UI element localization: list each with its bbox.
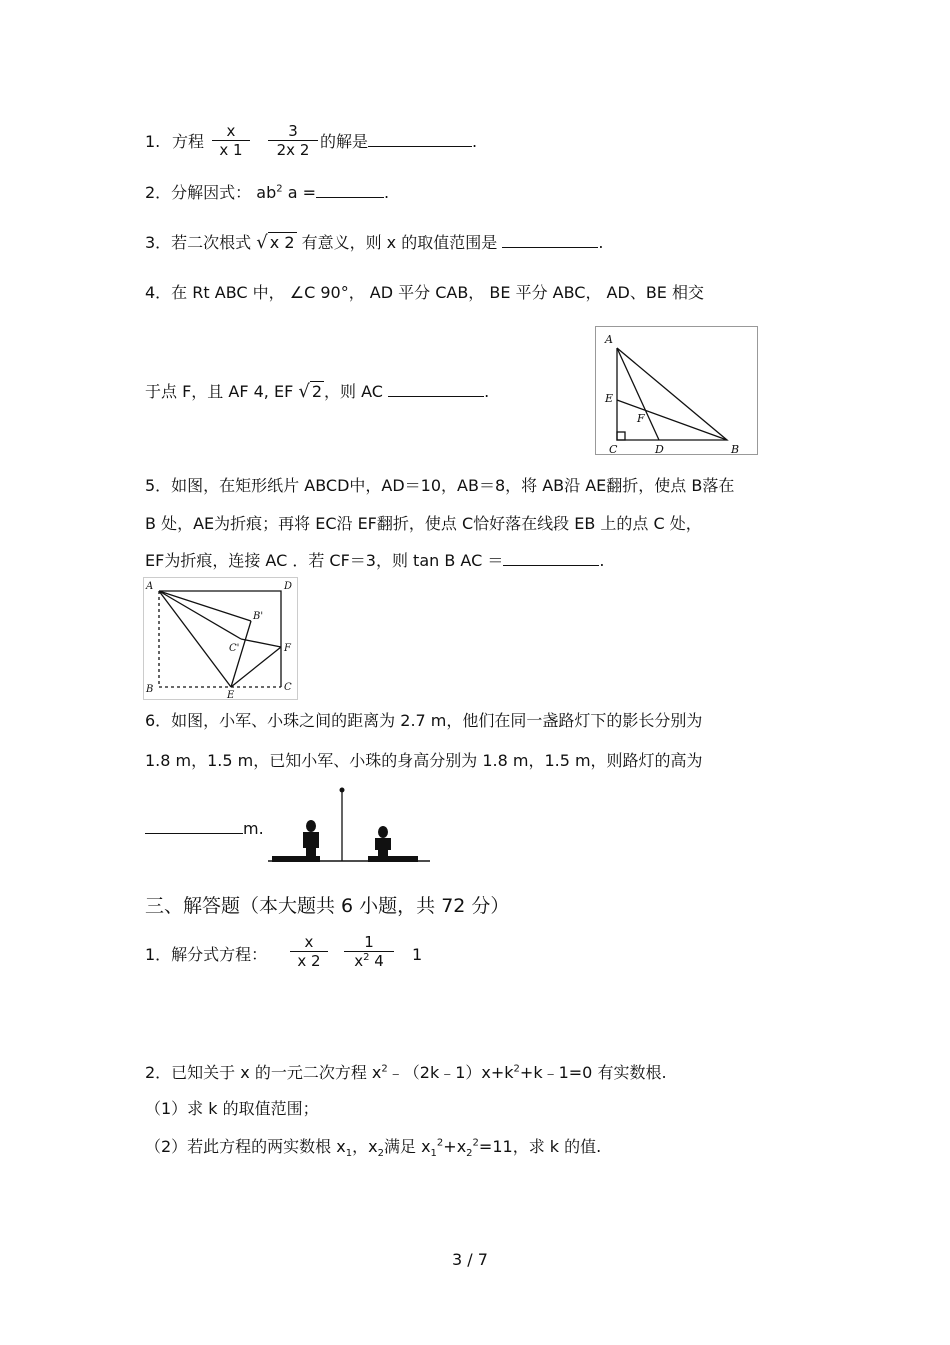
q5-line-3: EF为折痕，连接 AC ．若 CF＝3，则 tan B AC ＝ . bbox=[145, 551, 605, 570]
q3-answer-blank[interactable] bbox=[502, 233, 598, 248]
q4-line-2: 于点 F，且 AF 4, EF √ 2 ，则 AC . bbox=[145, 381, 490, 402]
solve-q1-rhs: 1 bbox=[412, 945, 423, 964]
solve-q1-fraction-2: $\frac{1}{x^2 4}$ bbox=[344, 933, 394, 970]
q1-number: 1. bbox=[145, 132, 161, 151]
q5-line-1: 5．如图，在矩形纸片 ABCD中，AD＝10，AB＝8，将 AB沿 AE翻折，使点 B落在 bbox=[145, 476, 735, 495]
label-C-prime: C' bbox=[229, 643, 240, 654]
label-E: E bbox=[227, 690, 235, 701]
q6-line-2: 1.8 m，1.5 m，已知小军、小珠的身高分别为 1.8 m，1.5 m，则路灯的高为 bbox=[145, 751, 703, 770]
label-C: C bbox=[609, 443, 618, 456]
q4-answer-blank[interactable] bbox=[388, 382, 484, 397]
page-number: 3 / 7 bbox=[452, 1250, 488, 1269]
shadow-right bbox=[368, 856, 418, 862]
label-B: B bbox=[731, 443, 740, 456]
lamp-icon bbox=[340, 788, 345, 793]
q1-fraction-2: $\frac{3}{2x 2}$ bbox=[268, 122, 318, 159]
q6-line-1: 6．如图，小军、小珠之间的距离为 2.7 m，他们在同一盏路灯下的影长分别为 bbox=[145, 711, 703, 730]
label-D: D bbox=[284, 581, 293, 592]
label-F: F bbox=[637, 412, 645, 425]
solve-q2-sub-2: （2）若此方程的两实数根 $x_1$，$x_2$满足 $x_1^2+x_2^2=11$，求 k 的值. bbox=[145, 1137, 602, 1160]
q1-answer-blank[interactable] bbox=[368, 132, 472, 147]
solve-q2-line-1: 2．已知关于 x 的一元二次方程 $x^2﹣(2k﹣1)x+k^2+k﹣1=0$ 有实数根. bbox=[145, 1063, 667, 1082]
label-A: A bbox=[146, 581, 154, 592]
label-A: A bbox=[605, 333, 613, 346]
person-icon bbox=[375, 826, 391, 858]
q2-line: 2．分解因式： $ab^2$ a = . bbox=[145, 183, 390, 202]
q6-answer-blank[interactable] bbox=[145, 819, 243, 834]
q1-suffix: 的解是 . bbox=[320, 132, 478, 151]
solve-q1-text: 1．解分式方程： bbox=[145, 945, 268, 964]
label-F: F bbox=[284, 643, 291, 654]
q1-fraction-1: $\frac{x}{x 1}$ bbox=[212, 122, 250, 159]
person-icon bbox=[303, 820, 319, 858]
sqrt-symbol: √ bbox=[256, 232, 268, 253]
q4-line-1: 4．在 Rt ABC 中， ∠C 90°， AD 平分 CAB， BE 平分 ABC， AD、BE 相交 bbox=[145, 283, 704, 302]
label-D: D bbox=[655, 443, 664, 456]
sqrt-symbol: √ bbox=[298, 381, 310, 402]
solve-q2-sub-1: （1）求 k 的取值范围； bbox=[145, 1099, 319, 1118]
label-E: E bbox=[605, 392, 614, 405]
q1-text: 方程 bbox=[172, 132, 205, 151]
q6-line-3: m. bbox=[145, 819, 264, 839]
q5-rectangle-figure bbox=[143, 577, 299, 701]
q4-triangle-figure bbox=[595, 326, 759, 456]
solve-q1-fraction-1: $\frac{x}{x 2}$ bbox=[290, 933, 328, 970]
q5-answer-blank[interactable] bbox=[503, 551, 599, 566]
section-heading: 三、解答题（本大题共 6 小题，共 72 分） bbox=[145, 895, 510, 917]
q6-streetlight-figure bbox=[268, 784, 432, 864]
q3-line: 3．若二次根式 √ x 2 有意义，则 x 的取值范围是 . bbox=[145, 232, 604, 253]
label-C: C bbox=[284, 682, 292, 693]
label-B-prime: B' bbox=[253, 611, 264, 622]
q5-line-2: B 处，AE为折痕；再将 EC沿 EF翻折，使点 C恰好落在线段 EB 上的点 C 处， bbox=[145, 514, 702, 533]
label-B: B bbox=[146, 684, 154, 695]
q2-answer-blank[interactable] bbox=[316, 183, 384, 198]
